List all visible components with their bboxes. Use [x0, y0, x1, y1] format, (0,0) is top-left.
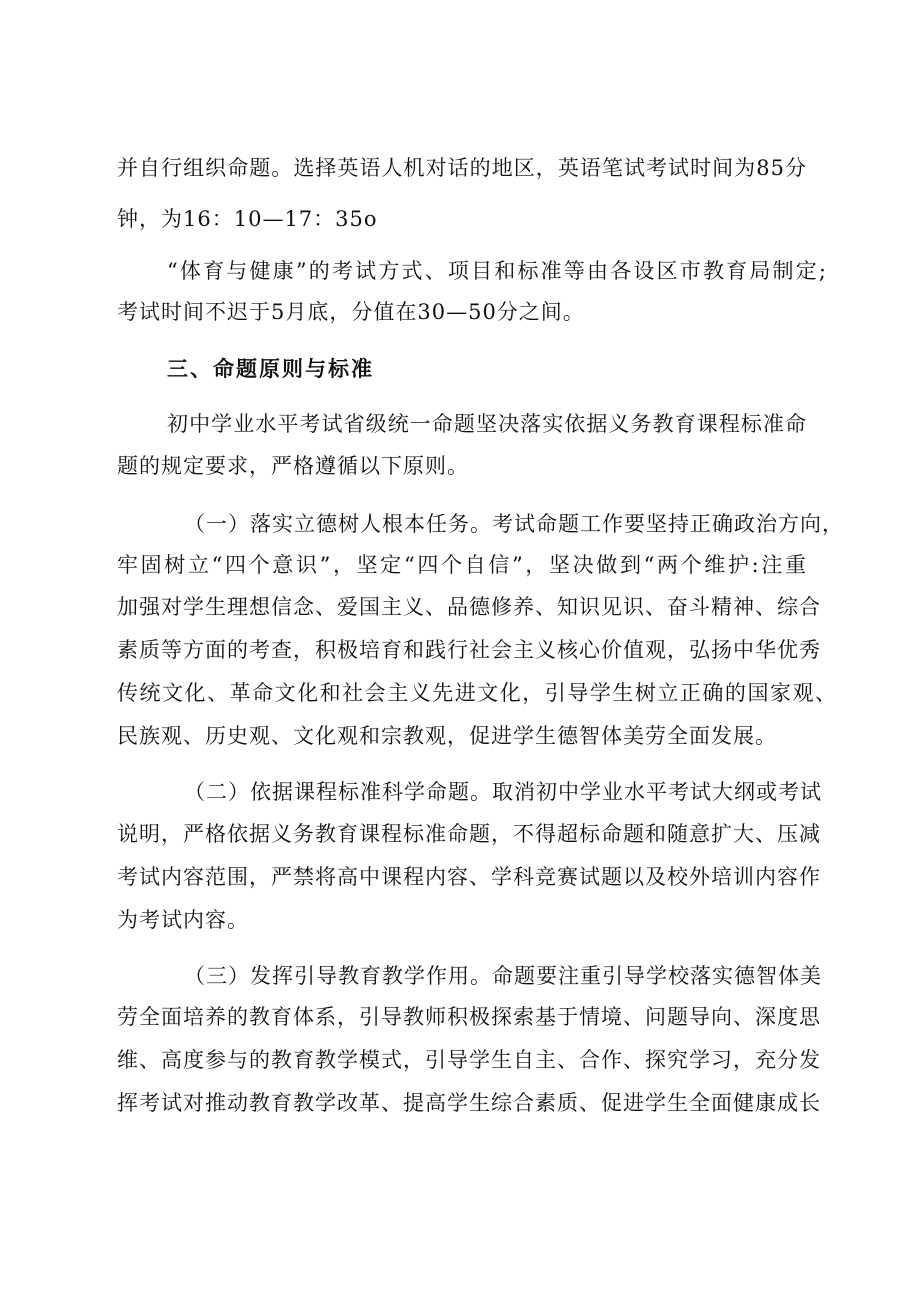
paragraph-line: 题的规定要求，严格遵循以下原则。	[117, 454, 469, 478]
paragraph-line: 并自行组织命题。选择英语人机对话的地区，英语笔试考试时间为85分	[117, 156, 807, 180]
paragraph-line: （三）发挥引导教育教学作用。命题要注重引导学校落实德智体美	[184, 964, 822, 988]
paragraph-line: 初中学业水平考试省级统一命题坚决落实依据义务教育课程标准命	[167, 412, 807, 436]
paragraph-line: 说明，严格依据义务教育课程标准命题，不得超标命题和随意扩大、压减	[117, 822, 821, 846]
paragraph-line: 劳全面培养的教育体系，引导教师积极探索基于情境、问题导向、深度思	[117, 1005, 821, 1029]
paragraph-line: （一）落实立德树人根本任务。考试命题工作要坚持正确政治方向，	[184, 512, 844, 536]
paragraph-line: 民族观、历史观、文化观和宗教观，促进学生德智体美劳全面发展。	[117, 724, 777, 748]
paragraph-line: 考试时间不迟于5月底，分值在30—50分之间。	[117, 300, 585, 324]
paragraph-line: （二）依据课程标准科学命题。取消初中学业水平考试大纲或考试	[184, 780, 822, 804]
paragraph-line: 素质等方面的考查，积极培育和践行社会主义核心价值观，弘扬中华优秀	[117, 638, 821, 662]
paragraph-line: 传统文化、革命文化和社会主义先进文化，引导学生树立正确的国家观、	[117, 681, 837, 705]
section-heading: 三、命题原则与标准	[167, 357, 374, 381]
paragraph-line: 维、高度参与的教育教学模式，引导学生自主、合作、探究学习，充分发	[117, 1048, 821, 1072]
paragraph-line: 钟，为16：10—17：35o	[117, 207, 378, 231]
paragraph-line: 考试内容范围，严禁将高中课程内容、学科竞赛试题以及校外培训内容作	[117, 865, 821, 889]
paragraph-line: 加强对学生理想信念、爱国主义、品德修养、知识见识、奋斗精神、综合	[117, 595, 821, 619]
paragraph-line: 牢固树立“四个意识”，坚定“四个自信”，坚决做到“两个维护:注重	[117, 553, 807, 577]
paragraph-line: 为考试内容。	[117, 908, 249, 932]
paragraph-line: 挥考试对推动教育教学改革、提高学生综合素质、促进学生全面健康成长	[117, 1091, 821, 1115]
paragraph-line: “体育与健康”的考试方式、项目和标准等由各设区市教育局制定;	[167, 259, 827, 283]
